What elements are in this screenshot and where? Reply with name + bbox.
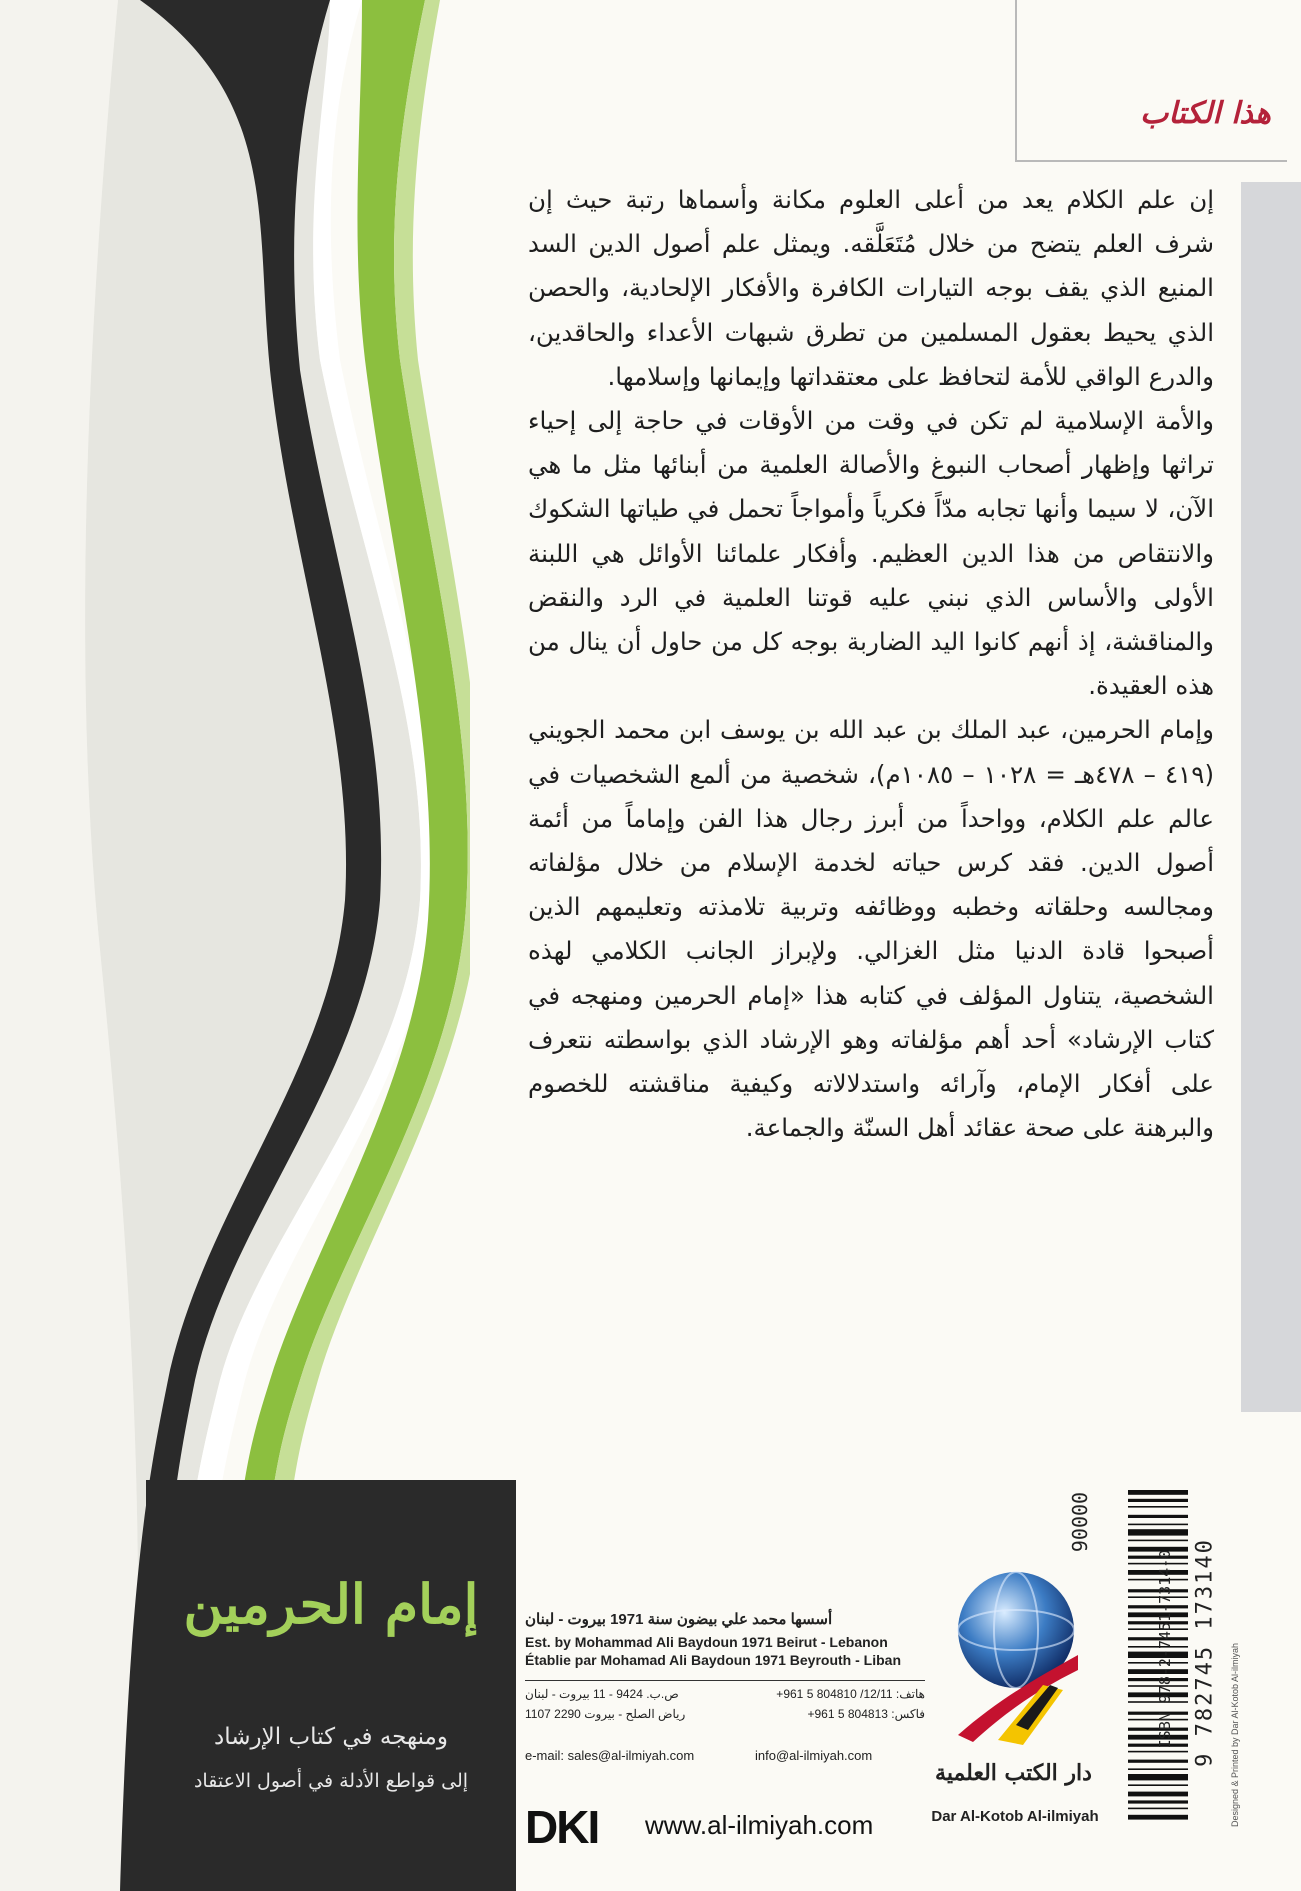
barcode-addon: 90000 [1068, 1491, 1092, 1553]
publisher-po-box: ص.ب. 9424 - 11 بيروت - لبنان [525, 1687, 679, 1701]
section-title: هذا الكتاب [1140, 96, 1271, 131]
publisher-founded-arabic: أسسها محمد علي بيضون سنة 1971 بيروت - لبنان [525, 1611, 833, 1628]
publisher-founded-english: Est. by Mohammad Ali Baydoun 1971 Beirut - Lebanon [525, 1634, 888, 1650]
publisher-phone: هاتف: 12/11/ 804810 5 961+ [776, 1687, 925, 1701]
publisher-logo-icon [938, 1560, 1088, 1760]
designer-credit [1215, 1600, 1245, 1880]
isbn-text: ISBN 978-2-7451-7314-0 [1156, 1549, 1174, 1749]
publisher-website: www.al-ilmiyah.com [645, 1810, 874, 1840]
publisher-info [525, 1610, 925, 1747]
publisher-fax: فاكس: 804813 5 961+ [807, 1707, 925, 1721]
publisher-name-arabic: دار الكتب العلمية [935, 1760, 1092, 1786]
publisher-name-english: Dar Al-Kotob Al-ilmiyah [931, 1808, 1099, 1825]
barcode-block [1068, 1450, 1218, 1880]
book-subtitle-line-2: إلى قواطع الأدلة في أصول الاعتقاد [193, 1770, 469, 1792]
blurb-paragraph-1: إن علم الكلام يعد من أعلى العلوم مكانة وأسماها رتبة حيث إن شرف العلم يتضح من خلال مُتَعَلَّقه. ويمثل علم أصول الدين السد المنيع الذي يقف بوجه التيارات الكافرة والأفكار الإلحادية، والحصن الذي يحيط بعقول المسلمين من تطرق شبهات الأعداء والحاقدين، والدرع الواقي للأمة لتحافظ على معتقداتها وإيمانها وإسلامها. [528, 185, 1214, 391]
blurb-paragraph-3: وإمام الحرمين، عبد الملك بن عبد الله بن يوسف ابن محمد الجويني (٤١٩ – ٤٧٨هـ = ١٠٢٨ – ١٠٨٥م)، شخصية من ألمع الشخصيات في عالم علم الكلام، وواحداً من أبرز رجال هذا الفن وإماماً من أئمة أصول الدين. فقد كرس حياته لخدمة الإسلام من خلال مؤلفاته ومجالسه وحلقاته وخطبه ووظائفه وتربية تلامذته وتعليمهم الذين أصبحوا قادة الدنيا مثل الغزالي. ولإبراز الجانب الكلامي لهذه الشخصية، يتناول المؤلف في كتابه هذا «إمام الحرمين ومنهجه في كتاب الإرشاد» أحد أهم مؤلفاته وهو الإرشاد الذي بواسطته نتعرف على أفكار الإمام، وآرائه واستدلالاته وكيفية مناقشته للخصوم والبرهنة على صحة عقائد أهل السنّة والجماعة. [528, 715, 1215, 1143]
book-title: إمام الحرمين [183, 1572, 479, 1636]
book-subtitle-line-1: ومنهجه في كتاب الإرشاد [214, 1724, 448, 1750]
blurb-paragraph-2: والأمة الإسلامية لم تكن في وقت من الأوقات في حاجة إلى إحياء تراثها وإظهار أصحاب النبوغ والأصالة العلمية من أبنائها مثل ما هي الآن، لا سيما وأنها تجابه مدّاً فكرياً وأمواجاً تحمل في طياتها الشكوك والانتقاص من هذا الدين العظيم. وأفكار علمائنا الأوائل هي اللبنة الأولى والأساس الذي نبني عليه قوتنا العلمية في الرد والنقض والمناقشة، إذ أنهم كانوا اليد الضاربة بوجه كل من حاول أن ينال من هذه العقيدة. [528, 406, 1214, 701]
designer-credit-text: Designed & Printed by Dar Al-Kotob Al-ilmiyah [1230, 1642, 1240, 1828]
publisher-email-sales: e-mail: sales@al-ilmiyah.com [525, 1748, 695, 1763]
top-frame-line [1015, 0, 1287, 162]
gray-side-strip [1241, 182, 1301, 1412]
title-box [146, 1480, 516, 1891]
publisher-contact [525, 1680, 925, 1747]
blurb-text [528, 178, 1214, 1150]
dki-logo-text: DKI [525, 1801, 599, 1853]
publisher-founded-french: Établie par Mohamad Ali Baydoun 1971 Beyrouth - Liban [525, 1652, 901, 1668]
barcode-digits: 9 782745 173140 [1192, 1538, 1218, 1767]
publisher-email-info: info@al-ilmiyah.com [755, 1748, 873, 1763]
publisher-riad: رياض الصلح - بيروت 2290 1107 [525, 1707, 686, 1721]
publisher-web-row [525, 1800, 925, 1853]
